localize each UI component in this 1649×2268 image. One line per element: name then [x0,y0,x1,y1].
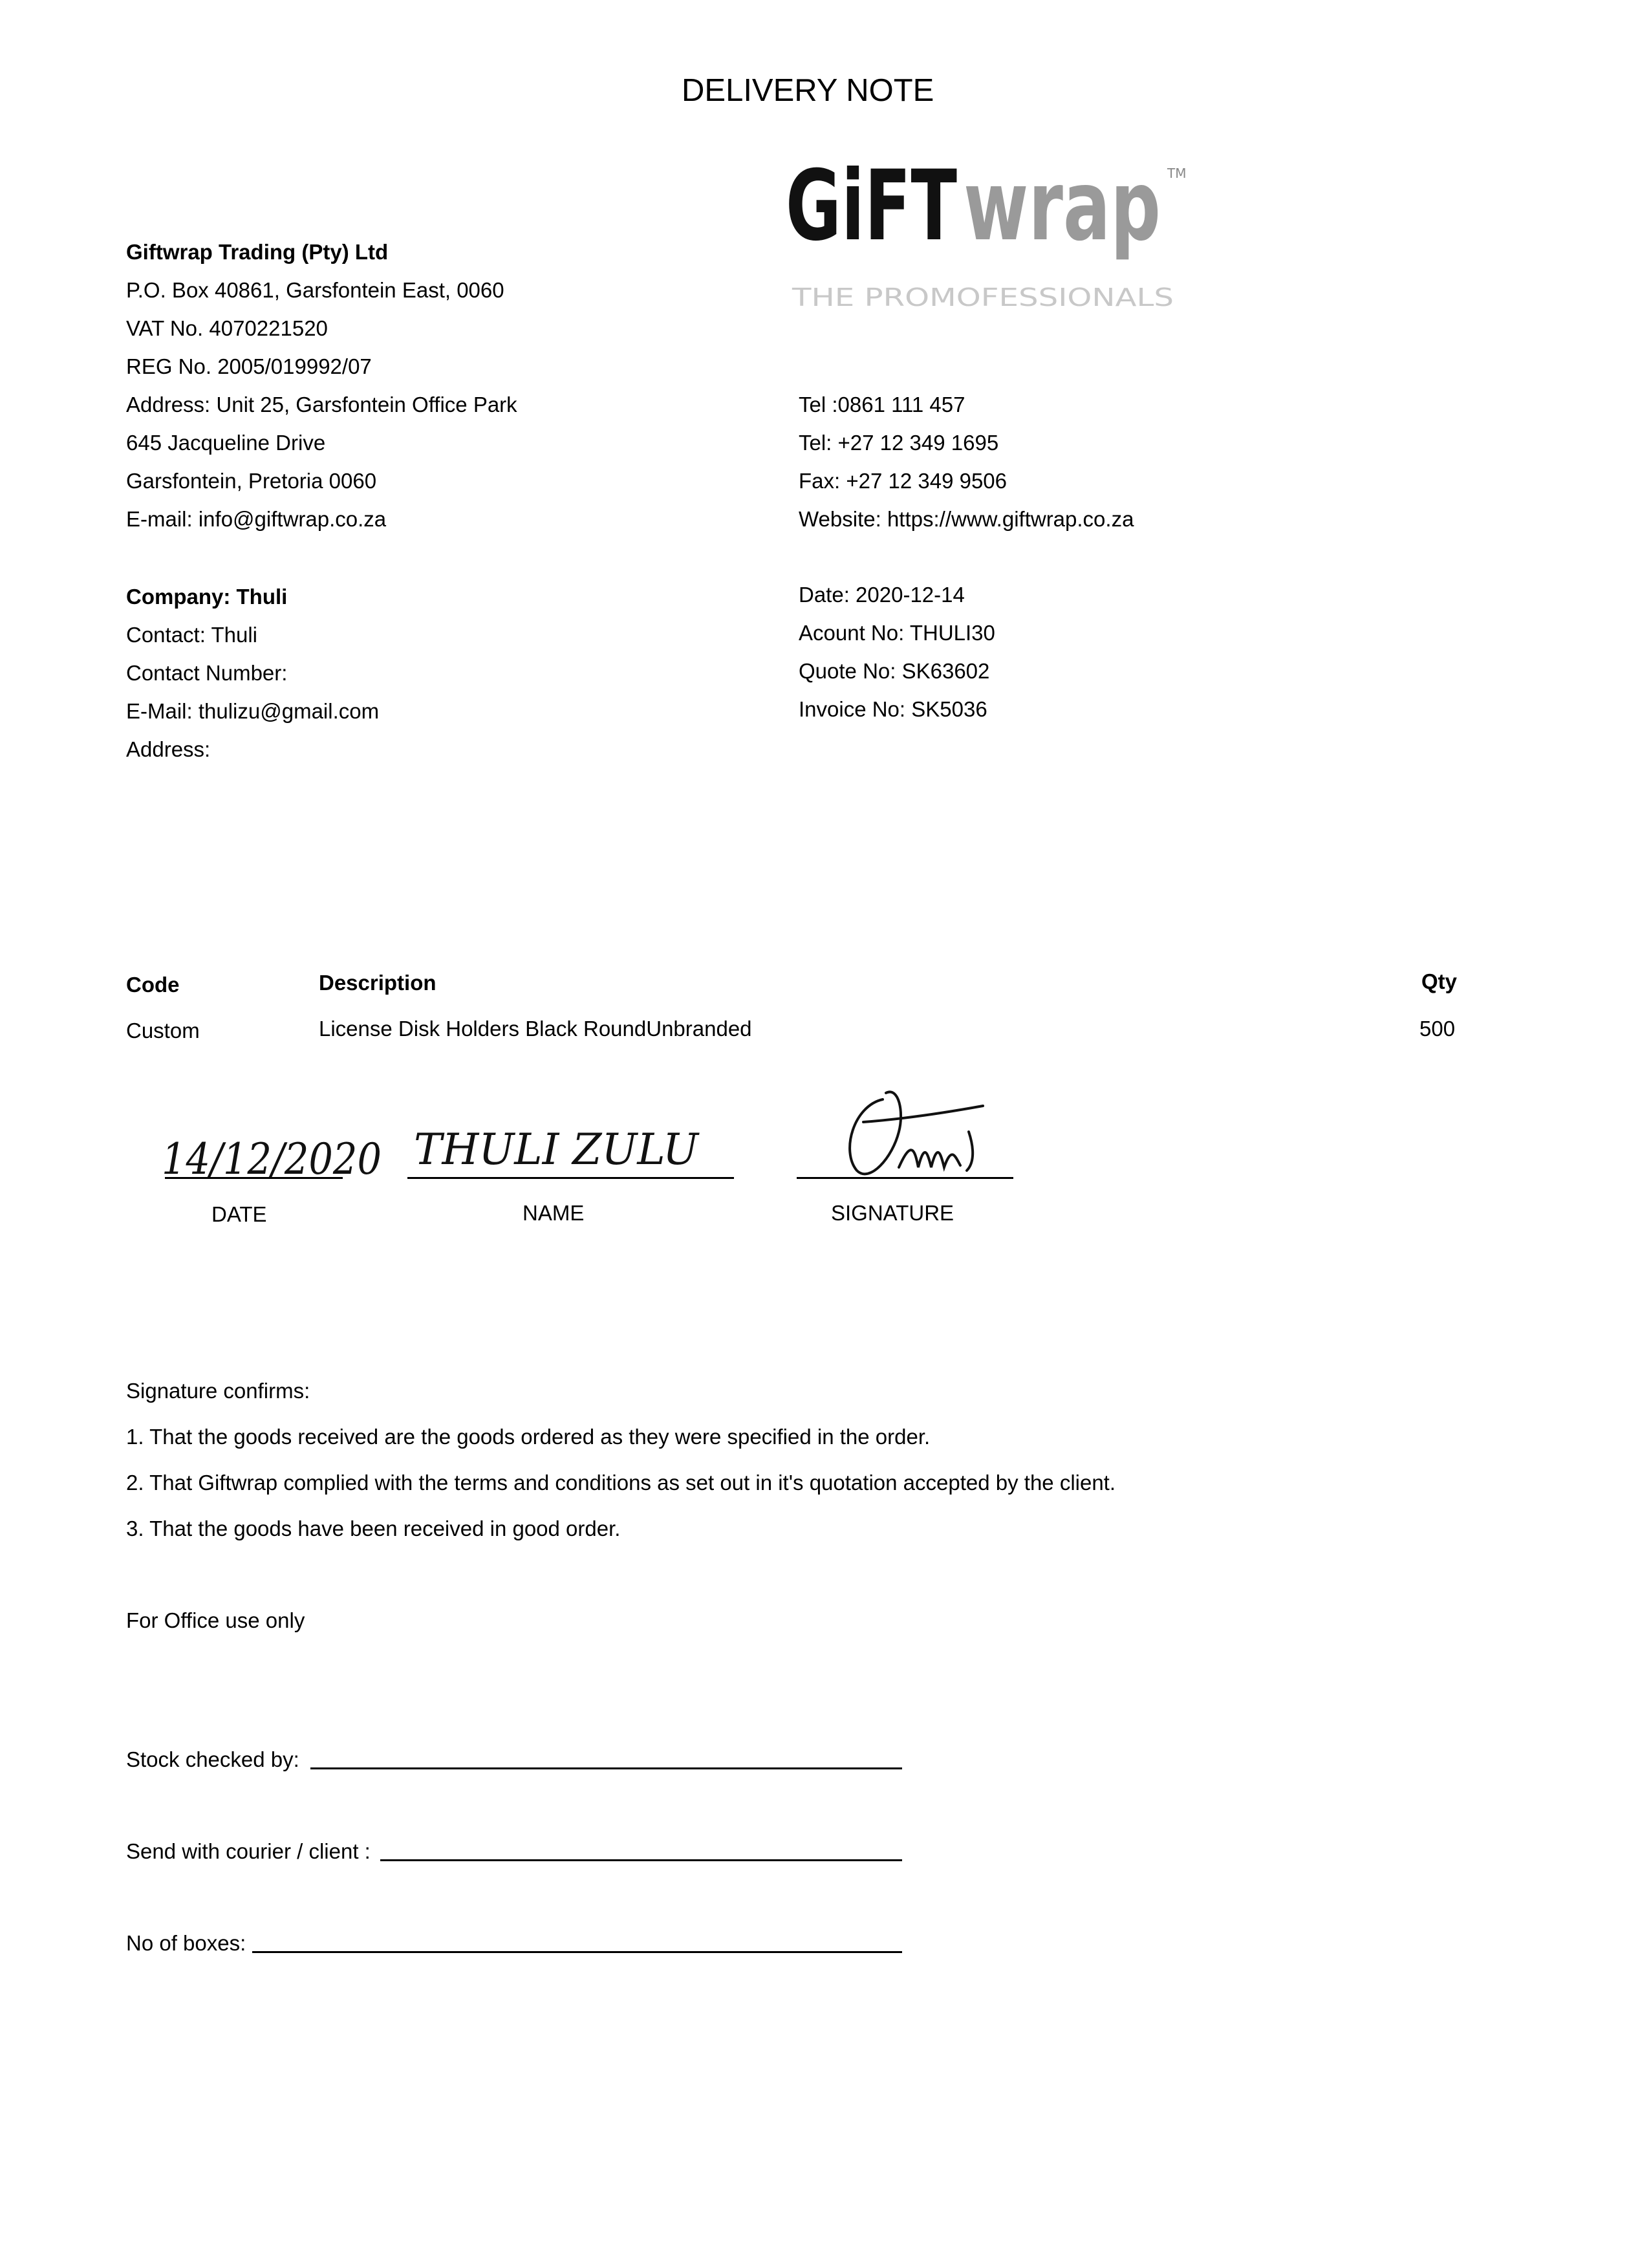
table-header-qty: Qty [1421,969,1458,993]
giftwrap-logo [786,152,1187,314]
office-heading: For Office use only [126,1608,305,1632]
stock-checked-line [310,1767,902,1769]
client-email: E-Mail: thulizu@gmail.com [126,699,380,723]
boxes-label: No of boxes: [126,1931,246,1955]
meta-invoice: Invoice No: SK5036 [799,697,987,721]
client-contact-number: Contact Number: [126,661,288,685]
boxes-line [252,1951,902,1953]
logo-tagline: THE PROMOFESSIONALS [791,283,1174,312]
page-title: DELIVERY NOTE [682,73,934,108]
signature-label: SIGNATURE [831,1201,954,1225]
date-signature-line [165,1177,343,1179]
contact-tel-2: Tel: +27 12 349 1695 [799,431,999,455]
handwritten-date: 14/12/2020 [162,1134,382,1184]
supplier-address-2: 645 Jacqueline Drive [126,431,326,455]
stock-checked-label: Stock checked by: [126,1747,299,1771]
supplier-address-1: Address: Unit 25, Garsfontein Office Park [126,393,517,416]
client-contact: Contact: Thuli [126,623,257,647]
handwriting-area [155,1061,1061,1203]
name-label: NAME [523,1201,585,1225]
confirmation-item-3: 3. That the goods have been received in good order. [126,1517,621,1540]
supplier-reg: REG No. 2005/019992/07 [126,354,372,378]
table-row-description: License Disk Holders Black RoundUnbranded [319,1017,752,1041]
date-label: DATE [211,1202,267,1226]
supplier-po-box: P.O. Box 40861, Garsfontein East, 0060 [126,278,504,302]
meta-account: Acount No: THULI30 [799,621,995,645]
client-company: Company: Thuli [126,585,288,609]
table-row-qty: 500 [1419,1017,1456,1041]
supplier-vat: VAT No. 4070221520 [126,316,328,340]
supplier-email: E-mail: info@giftwrap.co.za [126,507,387,531]
table-header-code: Code [126,973,180,997]
table-row-code: Custom [126,1019,200,1042]
contact-website: Website: https://www.giftwrap.co.za [799,507,1134,531]
name-signature-line [407,1177,734,1179]
contact-tel-1: Tel :0861 111 457 [799,393,965,416]
handwritten-name: THULI ZULU [414,1125,700,1174]
contact-fax: Fax: +27 12 349 9506 [799,469,1008,493]
signature-line [797,1177,1013,1179]
client-address: Address: [126,737,211,761]
supplier-address-3: Garsfontein, Pretoria 0060 [126,469,377,493]
send-with-label: Send with courier / client : [126,1839,371,1863]
signature-scribble [850,1092,983,1174]
table-header-description: Description [319,971,436,995]
confirmation-item-1: 1. That the goods received are the goods ordered as they were specified in the order. [126,1425,931,1449]
meta-date: Date: 2020-12-14 [799,583,965,607]
supplier-name: Giftwrap Trading (Pty) Ltd [126,240,389,264]
send-with-line [380,1859,902,1861]
confirmation-item-2: 2. That Giftwrap complied with the terms and conditions as set out in it's quotation accepted by the client. [126,1471,1116,1495]
logo-wordmark-light: wrap [964,152,1161,263]
logo-tm: TM [1167,166,1187,181]
logo-wordmark-bold: GiFT [786,152,957,263]
meta-quote: Quote No: SK63602 [799,659,990,683]
confirmation-heading: Signature confirms: [126,1379,310,1403]
